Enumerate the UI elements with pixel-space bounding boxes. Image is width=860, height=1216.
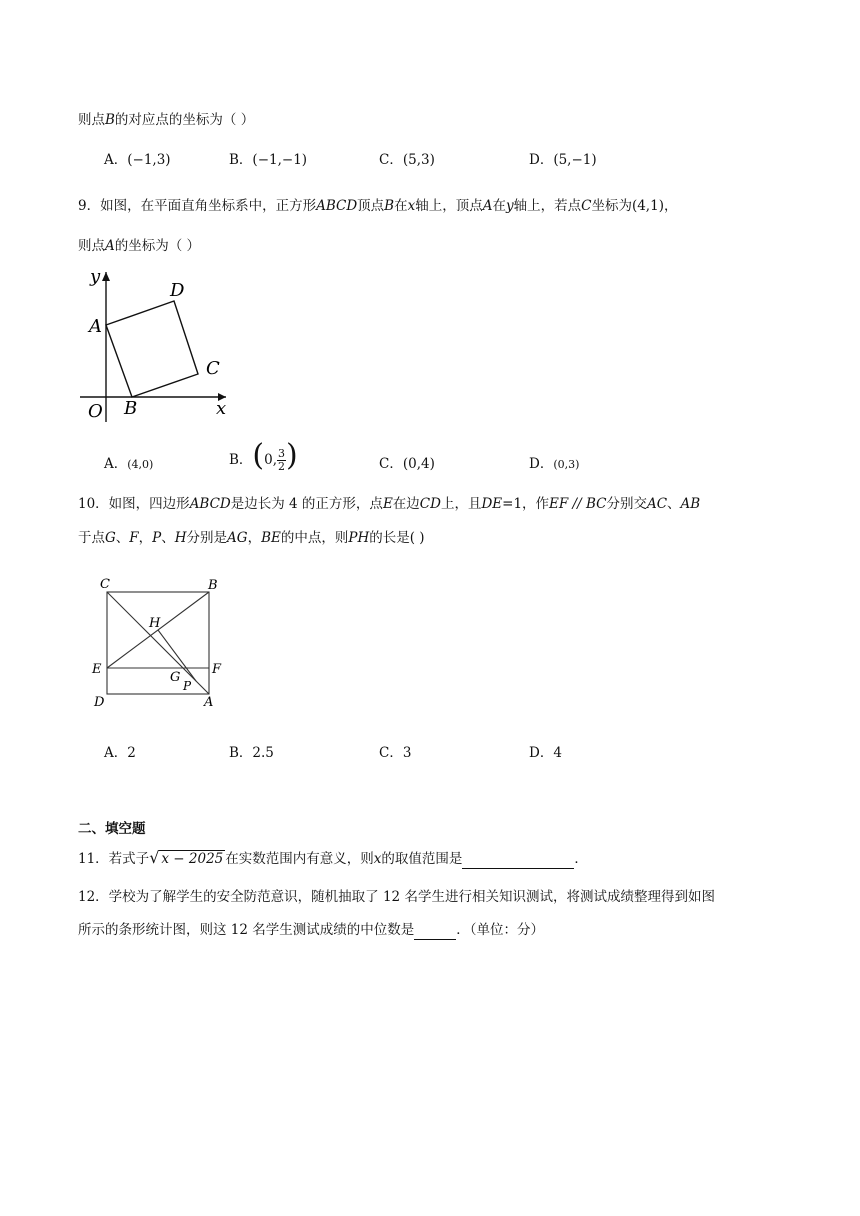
text: 是边长为 4 的正方形，点	[230, 496, 383, 512]
var: EF // BC	[549, 496, 607, 512]
option-value: (−1,3)	[127, 152, 171, 168]
y-arrow-icon	[102, 272, 110, 281]
option-value: 2	[127, 745, 136, 761]
q10-options	[0, 742, 860, 764]
option-label: C．	[379, 745, 403, 761]
text: 顶点	[357, 198, 385, 214]
option-label: C．	[379, 456, 403, 472]
label-a: A	[204, 695, 214, 710]
q8-option-c[interactable]	[379, 149, 435, 171]
option-value: 2.5	[252, 745, 274, 761]
q8-options	[0, 149, 860, 171]
option-value: 3	[402, 745, 412, 761]
text: ．（单位：分）	[456, 922, 545, 938]
q9-option-c[interactable]	[379, 453, 435, 475]
text: 轴上，顶点	[415, 198, 483, 214]
denominator: 2	[278, 460, 286, 473]
text: ，	[247, 530, 262, 546]
text: 的长是( )	[369, 530, 425, 546]
text: ．	[574, 851, 588, 867]
var: B	[384, 198, 395, 214]
text: 的坐标为（ ）	[114, 238, 201, 254]
text: =1，作	[502, 496, 550, 512]
var: x	[407, 198, 416, 214]
var: G	[105, 530, 116, 546]
text: 10．如图，四边形	[78, 496, 190, 512]
numerator: 3	[278, 447, 286, 460]
text: 的对应点的坐标为（ ）	[114, 112, 255, 128]
q10-option-b[interactable]	[229, 742, 274, 764]
q9-option-d[interactable]	[529, 453, 579, 476]
option-value: (5,3)	[402, 152, 435, 168]
text: 坐标为	[591, 198, 632, 214]
option-label: A．	[104, 152, 128, 168]
q9-stem-line2	[78, 236, 200, 256]
var: AB	[680, 496, 701, 512]
text: 在	[394, 198, 408, 214]
text: 在实数范围内有意义，则	[225, 851, 374, 867]
label-g: G	[170, 670, 181, 685]
text: 分别是	[186, 530, 228, 546]
text: 的中点，则	[280, 530, 349, 546]
section-title: 二、填空题	[78, 821, 146, 837]
text: 9．如图，在平面直角坐标系中，正方形	[78, 198, 317, 214]
option-value: (0,3)	[553, 458, 580, 471]
option-label: A．	[104, 456, 128, 472]
var: ABCD	[189, 496, 231, 512]
var: H	[174, 530, 187, 546]
paren-open: (	[252, 438, 265, 473]
label-a: A	[89, 316, 102, 337]
option-label: C．	[379, 152, 403, 168]
option-label: D．	[529, 456, 554, 472]
label-y: y	[90, 266, 101, 287]
text: 所示的条形统计图，则这 12 名学生测试成绩的中位数是	[78, 922, 415, 938]
option-label: A．	[104, 745, 128, 761]
q9-option-a[interactable]	[104, 453, 153, 476]
label-p: P	[183, 679, 192, 693]
option-label: B．	[229, 745, 253, 761]
q9-options	[0, 438, 860, 475]
text: ，	[138, 530, 153, 546]
fraction	[277, 448, 286, 473]
text: ，	[663, 198, 678, 214]
q10-option-c[interactable]	[379, 742, 411, 764]
var: A	[482, 198, 493, 214]
paren-close: )	[286, 438, 298, 473]
q10-option-d[interactable]	[529, 742, 562, 764]
option-value: 4	[553, 745, 562, 761]
var: E	[382, 496, 393, 512]
q11-stem	[78, 848, 588, 869]
label-o: O	[88, 401, 103, 422]
square-abcd	[106, 301, 198, 397]
q9-stem-line1	[78, 196, 677, 216]
var: CD	[419, 496, 441, 512]
var: PH	[348, 530, 370, 546]
text: 在边	[392, 496, 420, 512]
text: 则点	[78, 112, 105, 128]
option-label: B．	[229, 452, 253, 468]
q12-stem-line1: 12．学校为了解学生的安全防范意识，随机抽取了 12 名学生进行相关知识测试，将测试成绩整理得到如图	[78, 889, 715, 905]
label-x: x	[216, 398, 227, 419]
text: 的取值范围是	[381, 851, 463, 867]
text: 、	[667, 496, 681, 512]
var: P	[152, 530, 162, 546]
q10-stem-line2	[78, 528, 425, 548]
option-label: B．	[229, 152, 253, 168]
q8-option-d[interactable]	[529, 149, 597, 171]
var: AG	[227, 530, 248, 546]
q8-option-b[interactable]	[229, 149, 307, 171]
text: 上，且	[440, 496, 482, 512]
var: AC	[646, 496, 668, 512]
label-d: D	[94, 695, 105, 710]
var: BE	[261, 530, 281, 546]
option-value: (5,−1)	[553, 152, 597, 168]
q9-option-b[interactable]	[229, 438, 298, 473]
label-b: B	[124, 398, 138, 419]
label-d: D	[170, 280, 185, 301]
label-c: C	[100, 577, 110, 592]
q8-stem-tail	[78, 110, 254, 130]
label-b: B	[208, 578, 218, 593]
var: F	[129, 530, 139, 546]
q10-stem-line1	[78, 494, 700, 514]
label-f: F	[212, 662, 222, 677]
label-c: C	[206, 358, 220, 379]
coord: (4,1)	[631, 198, 664, 214]
var: C	[581, 198, 592, 214]
text: 于点	[78, 530, 105, 546]
var: DE	[481, 496, 503, 512]
option-value: (−1,−1)	[252, 152, 308, 168]
var: A	[105, 238, 115, 254]
q9-figure	[78, 262, 238, 427]
radicand: x − 2025	[161, 851, 224, 867]
q10-option-a[interactable]	[104, 742, 136, 764]
text: 则点	[78, 238, 105, 254]
text: 11．若式子	[78, 851, 150, 867]
answer-blank[interactable]	[462, 852, 574, 869]
var: x	[373, 851, 382, 867]
var: ABCD	[316, 198, 358, 214]
text: 分别交	[606, 496, 647, 512]
sqrt-sign: √	[149, 848, 160, 867]
option-value: (4,0)	[127, 458, 154, 471]
label-e: E	[92, 662, 102, 677]
text: 、	[115, 530, 130, 546]
text: 、	[161, 530, 175, 546]
option-value: (0,4)	[402, 456, 435, 472]
text: 在	[492, 198, 506, 214]
q10-figure	[88, 575, 228, 710]
var-b: B	[105, 112, 115, 128]
option-label: D．	[529, 745, 554, 761]
var: y	[505, 198, 514, 214]
label-h: H	[149, 616, 161, 631]
answer-blank[interactable]	[414, 923, 456, 940]
q8-option-a[interactable]	[104, 149, 171, 171]
option-value: 0,	[264, 452, 278, 468]
q12-stem-line2	[78, 920, 544, 940]
option-label: D．	[529, 152, 554, 168]
text: 轴上，若点	[513, 198, 582, 214]
